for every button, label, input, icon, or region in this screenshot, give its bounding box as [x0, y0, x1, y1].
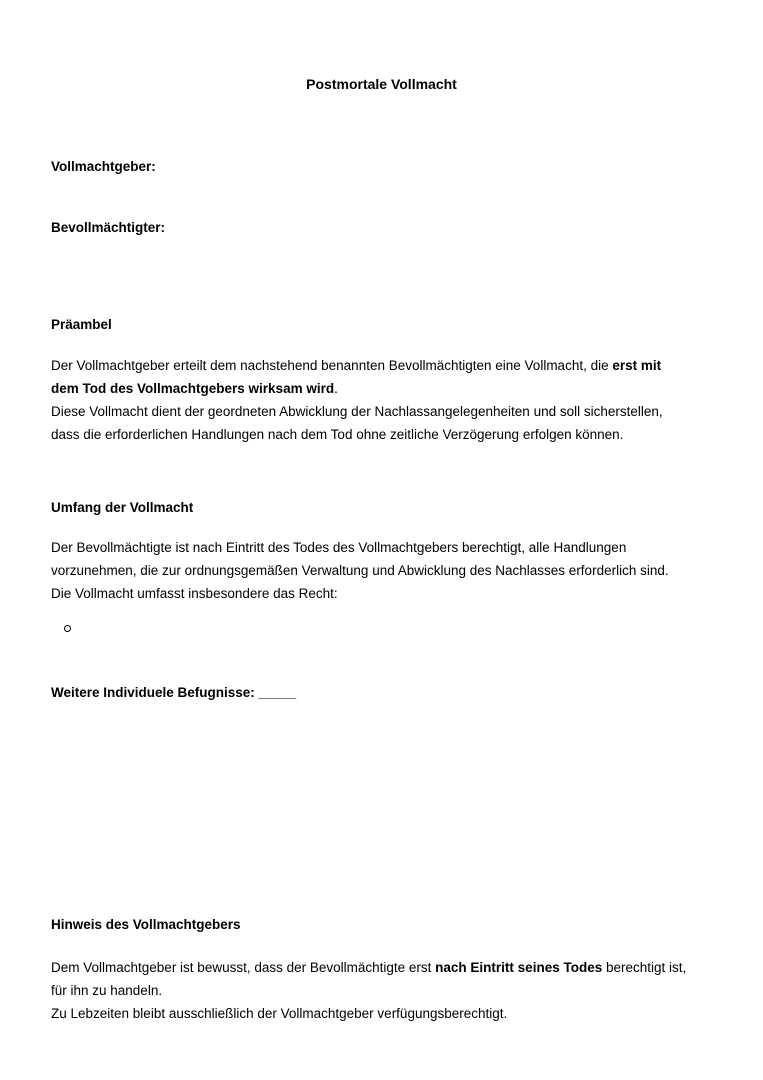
heading-hinweis: Hinweis des Vollmachtgebers	[51, 917, 241, 932]
umfang-line-3: Die Vollmacht umfasst insbesondere das Recht:	[51, 586, 338, 601]
umfang-line-1: Der Bevollmächtigte ist nach Eintritt des Todes des Vollmachtgebers berechtigt, alle Handlungen	[51, 540, 627, 555]
text-run: Der Vollmachtgeber erteilt dem nachstehend benannten Bevollmächtigten eine Vollmacht, die	[51, 358, 613, 373]
praeambel-line-1	[51, 354, 712, 377]
text-run: Dem Vollmachtgeber ist bewusst, dass der Bevollmächtigte erst	[51, 960, 436, 975]
weitere-befugnisse-line	[51, 681, 712, 704]
praeambel-line-3: Diese Vollmacht dient der geordneten Abwicklung der Nachlassangelegenheiten und soll sicherstellen,	[51, 404, 663, 419]
document-title: Postmortale Vollmacht	[306, 76, 457, 92]
praeambel-line-4: dass die erforderlichen Handlungen nach dem Tod ohne zeitliche Verzögerung erfolgen können.	[51, 427, 624, 442]
text-run-bold: nach Eintritt seines Todes	[435, 960, 603, 975]
hinweis-line-3: Zu Lebzeiten bleibt ausschließlich der Vollmachtgeber verfügungsberechtigt.	[51, 1006, 508, 1021]
umfang-line-2: vorzunehmen, die zur ordnungsgemäßen Verwaltung und Abwicklung des Nachlasses erforderlich sind.	[51, 563, 669, 578]
blank-underscore-field: _____	[258, 685, 297, 700]
hinweis-line-1	[51, 956, 712, 979]
heading-praeambel: Präambel	[51, 317, 112, 332]
text-run: .	[334, 381, 338, 396]
field-label-bevollmaechtigter: Bevollmächtigter:	[51, 220, 166, 235]
text-run-bold: erst mit	[612, 358, 662, 373]
weitere-befugnisse-label: Weitere Individuele Befugnisse:	[51, 685, 259, 700]
field-label-vollmachtgeber: Vollmachtgeber:	[51, 159, 156, 174]
text-run-bold: dem Tod des Vollmachtgebers wirksam wird	[51, 381, 335, 396]
hinweis-line-2: für ihn zu handeln.	[51, 983, 163, 998]
praeambel-line-2	[51, 377, 712, 400]
heading-umfang: Umfang der Vollmacht	[51, 500, 194, 515]
circle-bullet-icon	[64, 625, 71, 632]
text-run: berechtigt ist,	[602, 960, 687, 975]
